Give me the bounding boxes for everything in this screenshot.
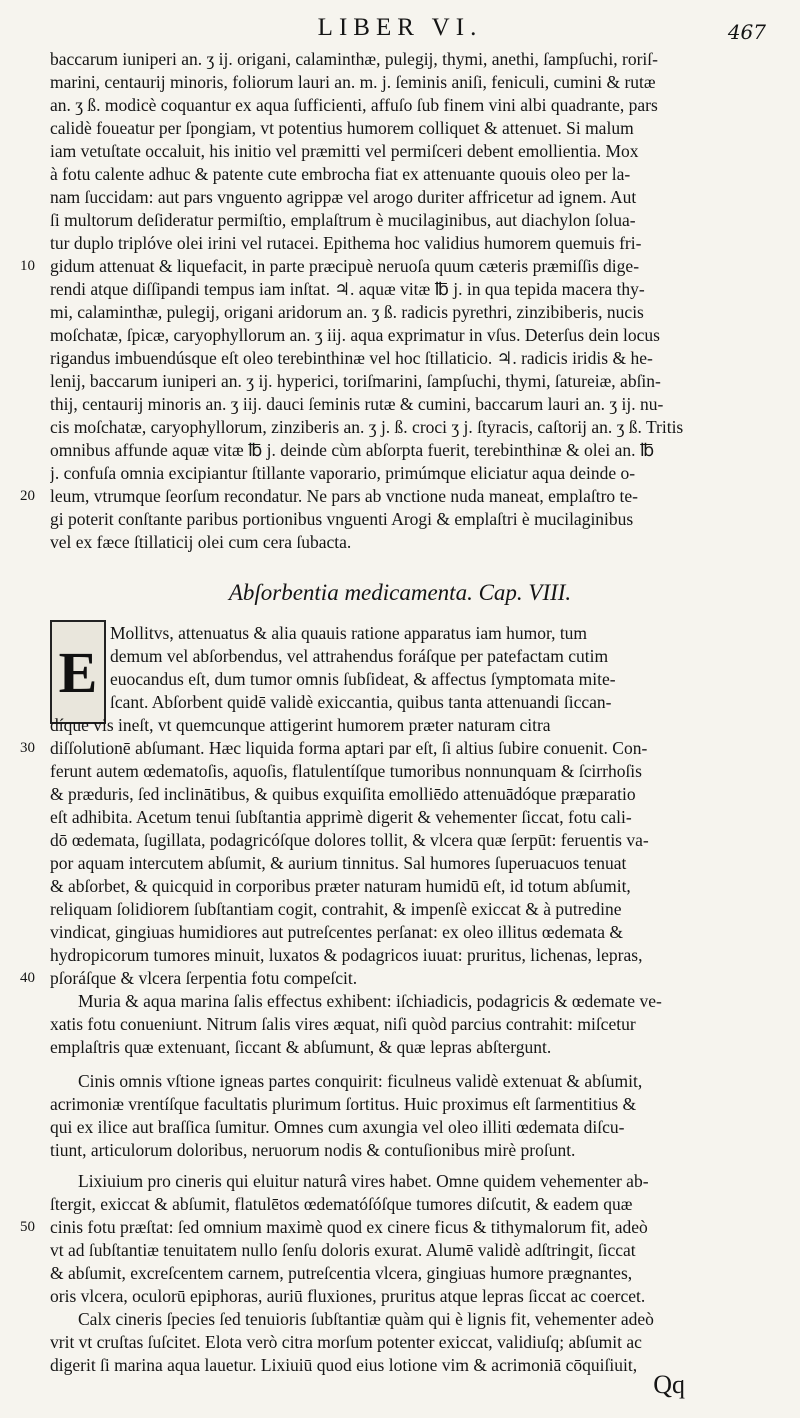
text-line: acrimoniæ vrentíſque facultatis plurimum ſortitus. Huic proximus eſt ſarmentitius & — [50, 1094, 637, 1114]
text-line: vt ad ſubſtantiæ tenuitatem nullo ſenſu doloris exurat. Alumē validè adſtringit, ſiccat — [50, 1240, 636, 1260]
text-line: díque vis ineſt, vt quemcunque attigerint humorem præter naturam citra — [50, 715, 551, 735]
text-line: vindicat, gingiuas humidiores aut putreſcentes perſanat: ex oleo illitus œdemata & — [50, 922, 623, 942]
decorated-initial — [50, 620, 106, 724]
text-line: tur duplo triplóve olei irini vel rutacei. Epithema hoc validius humorem quemuis fri- — [50, 233, 642, 253]
margin-line-number: 20 — [20, 488, 35, 504]
text-line: xatis fotu conueniunt. Nitrum ſalis vires æquat, niſi quòd parcius contrahit: miſcetur — [50, 1014, 636, 1034]
running-head: LIBER VI. — [317, 14, 483, 41]
text-line: baccarum iuniperi an. ʒ ij. origani, calaminthæ, pulegij, thymi, anethi, ſampſuchi, roriſ- — [50, 49, 658, 69]
text-line: mi, calaminthæ, pulegij, origani aridorum an. ʒ ß. radicis pyrethri, zinzibiberis, nucis — [50, 302, 644, 322]
margin-line-number: 10 — [20, 258, 35, 274]
text-line: ſi multorum deſideratur permiſtio, emplaſtrum è mucilaginibus, aut diachylon ſolua- — [50, 210, 636, 230]
dropcap-letter: E — [58, 639, 98, 705]
text-line: tiunt, articulorum doloribus, neruorum nodis & contuſionibus mirè proſunt. — [50, 1140, 576, 1160]
text-line: dō œdemata, ſugillata, podagricóſque dolores tollit, & vlcera quæ ſerpūt: feruentis va- — [50, 830, 649, 850]
text-line: iam vetuſtate occaluit, his initio vel præmitti vel permiſceri debent emollientia. Mox — [50, 141, 639, 161]
text-line: & præduris, ſed inclinātibus, & quibus exquiſita emolliēdo attenuādóque præparatio — [50, 784, 636, 804]
text-line: leum, vtrumque ſeorſum recondatur. Ne pars ab vnctione nuda maneat, emplaſtro te- — [50, 486, 638, 506]
text-line: cis moſchatæ, caryophyllorum, zinziberis an. ʒ j. ß. croci ʒ j. ſtyracis, caſtorij an. ʒ ß. Tritis — [50, 417, 684, 437]
text-line: Calx cineris ſpecies ſed tenuioris ſubſtantiæ quàm qui è lignis fit, vehementer adeò — [78, 1309, 654, 1329]
text-line: ferunt autem œdematoſis, aquoſis, flatulentíſque tumoribus nonnunquam & ſcirrhoſis — [50, 761, 642, 781]
text-line: rigandus imbuendúsque eſt oleo terebinthinæ vel hoc ſtillaticio. ♃. radicis iridis & he- — [50, 348, 653, 368]
text-line: rendi atque diſſipandi tempus iam inſtat. ♃. aquæ vitæ ℔ j. in qua tepida macera thy- — [50, 279, 645, 299]
text-line: Lixiuium pro cineris qui eluitur naturâ vires habet. Omne quidem vehementer ab- — [78, 1171, 649, 1191]
margin-line-number: 40 — [20, 970, 35, 986]
text-line: eſt adhibita. Acetum tenui ſubſtantia apprimè digerit & vehementer ſiccat, fotu cali- — [50, 807, 632, 827]
text-line: qui ex ilice aut braſſica ſumitur. Omnes cum axungia vel oleo illiti œdemata diſcu- — [50, 1117, 625, 1137]
text-line: nam ſuccidam: aut pars vnguento agrippæ vel arogo duriter affricetur ad ignem. Aut — [50, 187, 637, 207]
text-line: digerit ſi marina aqua lauetur. Lixiuiū quod eius lotione vim & acrimoniā cōquiſiuit, — [50, 1355, 638, 1375]
chapter-title: Abſorbentia medicamenta. Cap. VIII. — [228, 580, 572, 605]
text-line: calidè foueatur per ſpongiam, vt potentius humorem colliquet & attenuet. Si malum — [50, 118, 634, 138]
text-line: pſoráſque & vlcera ſerpentia fotu compeſcit. — [50, 968, 358, 988]
text-line: gi poterit conſtante paribus portionibus vnguenti Arogi & emplaſtri è mucilaginibus — [50, 509, 634, 529]
text-line: ſtergit, exiccat & abſumit, flatulētos œdematóſóſque tumores diſcutit, & eadem quæ — [50, 1194, 633, 1214]
text-line: ſcant. Abſorbent quidē validè exiccantia, quibus tanta attenuandi ſiccan- — [110, 692, 612, 712]
text-line: vrit vt cruſtas ſuſcitet. Elota verò citra morſum potenter exiccat, validiuſq; abſumit ac — [50, 1332, 642, 1352]
text-line: marini, centaurij minoris, foliorum lauri an. m. j. ſeminis aniſi, feniculi, cumini & rutæ — [50, 72, 656, 92]
text-line: euocandus eſt, dum tumor omnis ſubſideat, & affectus ſymptomata mite- — [110, 669, 616, 689]
text-line: à fotu calente adhuc & patente cute embrocha fiat ex attenuante quouis oleo per la- — [50, 164, 631, 184]
text-line: Cinis omnis vſtione igneas partes conquirit: ficulneus validè extenuat & abſumit, — [78, 1071, 643, 1091]
text-line: thij, centaurij minoris an. ʒ iij. dauci ſeminis rutæ & cumini, baccarum lauri an. ʒ ij. nu- — [50, 394, 664, 414]
text-line: demum vel abſorbendus, vel attrahendus foráſque per patefactam cutim — [110, 646, 609, 666]
text-line: diſſolutionē abſumant. Hæc liquida forma aptari par eſt, ſi altius ſubire conuenit. Con- — [50, 738, 648, 758]
text-line: an. ʒ ß. modicè coquantur ex aqua ſufficienti, affuſo ſub finem vini albi quadrante, pars — [50, 95, 658, 115]
text-line: & abſorbet, & quicquid in corporibus præter naturam humidū eſt, id totum abſumit, — [50, 876, 631, 896]
text-line: Muria & aqua marina ſalis effectus exhibent: iſchiadicis, podagricis & œdemate ve- — [78, 991, 662, 1011]
text-line: reliquam ſolidiorem ſubſtantiam cogit, contrahit, & impenſè exiccat & à putredine — [50, 899, 622, 919]
text-line: j. confuſa omnia excipiantur ſtillante vaporario, primúmque eliciatur aqua deinde o- — [50, 463, 636, 483]
text-line: lenij, baccarum iuniperi an. ʒ ij. hyperici, toriſmarini, ſampſuchi, thymi, ſatureiæ, abſin- — [50, 371, 661, 391]
text-line: hydropicorum tumores minuit, luxatos & podagricos iuuat: pruritus, lichenas, lepras, — [50, 945, 643, 965]
text-line: emplaſtris quæ extenuant, ſiccant & abſumunt, & quæ lepras abſtergunt. — [50, 1037, 552, 1057]
page-number: 467 — [727, 20, 766, 44]
text-line: oris vlcera, oculorū epiphoras, auriū fluxiones, pruritus atque lepras ſiccat ac coercet. — [50, 1286, 646, 1306]
margin-line-number: 30 — [20, 740, 35, 756]
margin-line-number: 50 — [20, 1219, 35, 1235]
text-line: cinis fotu præſtat: ſed omnium maximè quod ex cinere ficus & tithymalorum fit, adeò — [50, 1217, 648, 1237]
text-line: moſchatæ, ſpicæ, caryophyllorum an. ʒ iij. aqua exprimatur in vſus. Deterſus dein locus — [50, 325, 660, 345]
text-line: gidum attenuat & liquefacit, in parte præcipuè neruoſa quum cæteris præmiſſis dige- — [50, 256, 640, 276]
text-line: & abſumit, excreſcentem carnem, putreſcentia vlcera, gingiuas humore prægnantes, — [50, 1263, 633, 1283]
text-line: Mollitvs, attenuatus & alia quauis ratione apparatus iam humor, tum — [110, 623, 588, 643]
text-line: omnibus affunde aquæ vitæ ℔ j. deinde cùm abſorpta fuerit, terebinthinæ & olei an. ℔ — [50, 440, 655, 460]
signature-mark: Qq — [653, 1370, 685, 1399]
page-header — [0, 6, 800, 46]
text-line: por aquam intercutem abſumit, & aurium tinnitus. Sal humores ſuperuacuos tenuat — [50, 853, 627, 873]
text-line: vel ex fæce ſtillaticij olei cum cera ſubacta. — [50, 532, 352, 552]
